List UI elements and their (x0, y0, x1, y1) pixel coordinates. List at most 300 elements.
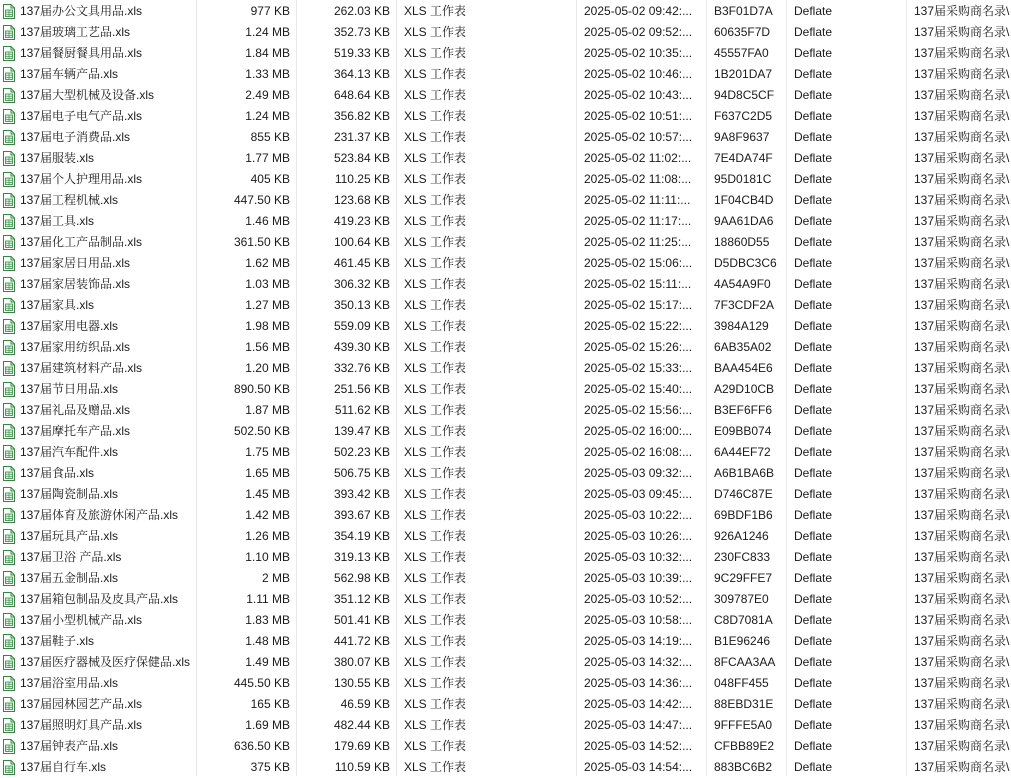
crc32: 9C29FFE7 (714, 571, 773, 585)
crc32: CFBB89E2 (714, 739, 775, 753)
spreadsheet-file-icon (3, 130, 15, 145)
spreadsheet-file-icon (3, 508, 15, 523)
file-name: 137届鞋子.xls (20, 634, 95, 648)
file-name-cell[interactable] (0, 400, 196, 421)
modified-date: 2025-05-02 09:42:... (584, 4, 693, 18)
file-size: 1.65 MB (245, 466, 290, 480)
packed-size: 419.23 KB (333, 214, 390, 228)
file-size: 1.62 MB (245, 256, 290, 270)
file-name-cell[interactable] (0, 694, 196, 715)
file-path: 137届采购商名录\ (914, 130, 1010, 144)
file-name-cell[interactable] (0, 148, 196, 169)
spreadsheet-file-icon (3, 214, 15, 229)
file-path: 137届采购商名录\ (914, 697, 1010, 711)
file-size: 1.03 MB (245, 277, 290, 291)
modified-date: 2025-05-02 09:52:... (584, 25, 693, 39)
spreadsheet-file-icon (3, 88, 15, 103)
file-name: 137届钟表产品.xls (20, 739, 119, 753)
file-size: 1.42 MB (245, 508, 290, 522)
file-type: XLS 工作表 (404, 277, 467, 291)
file-row[interactable] (0, 505, 1011, 526)
file-size: 1.87 MB (245, 403, 290, 417)
file-name: 137届五金制品.xls (20, 571, 119, 585)
file-path: 137届采购商名录\ (914, 88, 1010, 102)
crc32: 94D8C5CF (714, 88, 775, 102)
file-name-cell[interactable] (0, 169, 196, 190)
crc32: 6AB35A02 (714, 340, 772, 354)
file-row[interactable] (0, 22, 1011, 43)
file-name: 137届办公文具用品.xls (20, 4, 143, 18)
file-name-cell[interactable] (0, 1, 196, 22)
spreadsheet-file-icon (3, 25, 15, 40)
file-row[interactable] (0, 295, 1011, 316)
file-name-cell[interactable] (0, 211, 196, 232)
compression-method: Deflate (794, 508, 833, 522)
file-name-cell[interactable] (0, 442, 196, 463)
file-row[interactable] (0, 736, 1011, 757)
modified-date: 2025-05-03 14:47:... (584, 718, 693, 732)
modified-date: 2025-05-03 14:54:... (584, 760, 693, 774)
compression-method: Deflate (794, 760, 833, 774)
modified-date: 2025-05-03 14:52:... (584, 739, 693, 753)
file-path: 137届采购商名录\ (914, 361, 1010, 375)
file-name-cell[interactable] (0, 64, 196, 85)
spreadsheet-file-icon (3, 67, 15, 82)
file-name: 137届照明灯具产品.xls (20, 718, 143, 732)
modified-date: 2025-05-02 15:22:... (584, 319, 693, 333)
spreadsheet-file-icon (3, 298, 15, 313)
file-type: XLS 工作表 (404, 172, 467, 186)
file-size: 636.50 KB (233, 739, 290, 753)
packed-size: 441.72 KB (333, 634, 390, 648)
compression-method: Deflate (794, 214, 833, 228)
file-name: 137届节日用品.xls (20, 382, 119, 396)
file-name-cell[interactable] (0, 610, 196, 631)
file-type: XLS 工作表 (404, 361, 467, 375)
compression-method: Deflate (794, 529, 833, 543)
crc32: 7E4DA74F (714, 151, 773, 165)
compression-method: Deflate (794, 67, 833, 81)
file-size: 2.49 MB (245, 88, 290, 102)
file-size: 1.75 MB (245, 445, 290, 459)
spreadsheet-file-icon (3, 739, 15, 754)
file-type: XLS 工作表 (404, 25, 467, 39)
file-name: 137届自行车.xls (20, 760, 107, 774)
file-path: 137届采购商名录\ (914, 550, 1010, 564)
crc32: 60635F7D (714, 25, 771, 39)
file-type: XLS 工作表 (404, 592, 467, 606)
file-name-cell[interactable] (0, 232, 196, 253)
packed-size: 251.56 KB (333, 382, 390, 396)
spreadsheet-file-icon (3, 340, 15, 355)
file-name-cell[interactable] (0, 22, 196, 43)
packed-size: 393.67 KB (333, 508, 390, 522)
file-size: 447.50 KB (233, 193, 290, 207)
modified-date: 2025-05-02 10:43:... (584, 88, 693, 102)
file-row[interactable] (0, 232, 1011, 253)
file-type: XLS 工作表 (404, 529, 467, 543)
file-type: XLS 工作表 (404, 718, 467, 732)
modified-date: 2025-05-03 09:32:... (584, 466, 693, 480)
file-name-cell[interactable] (0, 715, 196, 736)
spreadsheet-file-icon (3, 151, 15, 166)
crc32: B1E96246 (714, 634, 771, 648)
file-type: XLS 工作表 (404, 487, 467, 501)
file-name: 137届建筑材料产品.xls (20, 361, 143, 375)
modified-date: 2025-05-02 15:26:... (584, 340, 693, 354)
modified-date: 2025-05-02 10:35:... (584, 46, 693, 60)
file-size: 1.48 MB (245, 634, 290, 648)
file-type: XLS 工作表 (404, 403, 467, 417)
packed-size: 123.68 KB (333, 193, 390, 207)
file-row[interactable] (0, 568, 1011, 589)
packed-size: 319.13 KB (333, 550, 390, 564)
crc32: 883BC6B2 (714, 760, 773, 774)
file-path: 137届采购商名录\ (914, 424, 1010, 438)
compression-method: Deflate (794, 319, 833, 333)
compression-method: Deflate (794, 256, 833, 270)
file-type: XLS 工作表 (404, 151, 467, 165)
file-row[interactable] (0, 610, 1011, 631)
file-name-cell[interactable] (0, 526, 196, 547)
file-name-cell[interactable] (0, 43, 196, 64)
compression-method: Deflate (794, 46, 833, 60)
file-name-cell[interactable] (0, 673, 196, 694)
file-name-cell[interactable] (0, 631, 196, 652)
compression-method: Deflate (794, 235, 833, 249)
file-name: 137届家居日用品.xls (20, 256, 131, 270)
compression-method: Deflate (794, 487, 833, 501)
modified-date: 2025-05-02 15:17:... (584, 298, 693, 312)
file-name-cell[interactable] (0, 463, 196, 484)
file-type: XLS 工作表 (404, 613, 467, 627)
file-name-cell[interactable] (0, 190, 196, 211)
file-path: 137届采购商名录\ (914, 445, 1010, 459)
file-row[interactable] (0, 169, 1011, 190)
file-size: 1.69 MB (245, 718, 290, 732)
file-type: XLS 工作表 (404, 319, 467, 333)
file-path: 137届采购商名录\ (914, 319, 1010, 333)
file-type: XLS 工作表 (404, 697, 467, 711)
file-row[interactable] (0, 106, 1011, 127)
spreadsheet-file-icon (3, 466, 15, 481)
file-name: 137届卫浴 产品.xls (20, 550, 122, 564)
file-row[interactable] (0, 43, 1011, 64)
crc32: 1F04CB4D (714, 193, 774, 207)
file-name-cell[interactable] (0, 295, 196, 316)
crc32: D5DBC3C6 (714, 256, 777, 270)
file-size: 1.10 MB (245, 550, 290, 564)
file-size: 1.98 MB (245, 319, 290, 333)
compression-method: Deflate (794, 445, 833, 459)
file-row[interactable] (0, 253, 1011, 274)
file-name-cell[interactable] (0, 379, 196, 400)
file-type: XLS 工作表 (404, 571, 467, 585)
file-row[interactable] (0, 64, 1011, 85)
file-row[interactable] (0, 589, 1011, 610)
file-name-cell[interactable] (0, 253, 196, 274)
packed-size: 262.03 KB (333, 4, 390, 18)
crc32: 18860D55 (714, 235, 770, 249)
file-size: 1.24 MB (245, 109, 290, 123)
crc32: 95D0181C (714, 172, 772, 186)
file-name-cell[interactable] (0, 484, 196, 505)
file-row[interactable] (0, 484, 1011, 505)
compression-method: Deflate (794, 634, 833, 648)
file-type: XLS 工作表 (404, 46, 467, 60)
file-type: XLS 工作表 (404, 676, 467, 690)
file-name: 137届礼品及赠品.xls (20, 403, 131, 417)
file-path: 137届采购商名录\ (914, 571, 1010, 585)
compression-method: Deflate (794, 718, 833, 732)
file-name-cell[interactable] (0, 358, 196, 379)
file-name: 137届医疗器械及医疗保健品.xls (20, 655, 191, 669)
compression-method: Deflate (794, 403, 833, 417)
file-size: 855 KB (250, 130, 290, 144)
file-size: 1.84 MB (245, 46, 290, 60)
file-row[interactable] (0, 337, 1011, 358)
file-row[interactable] (0, 190, 1011, 211)
file-path: 137届采购商名录\ (914, 466, 1010, 480)
modified-date: 2025-05-02 10:51:... (584, 109, 693, 123)
compression-method: Deflate (794, 571, 833, 585)
file-name-cell[interactable] (0, 736, 196, 757)
compression-method: Deflate (794, 676, 833, 690)
file-name-cell[interactable] (0, 589, 196, 610)
file-size: 1.27 MB (245, 298, 290, 312)
crc32: 3984A129 (714, 319, 769, 333)
modified-date: 2025-05-02 15:11:... (584, 277, 692, 291)
compression-method: Deflate (794, 550, 833, 564)
file-type: XLS 工作表 (404, 4, 467, 18)
file-name: 137届服装.xls (20, 151, 95, 165)
packed-size: 46.59 KB (340, 697, 390, 711)
crc32: 69BDF1B6 (714, 508, 773, 522)
file-name-cell[interactable] (0, 757, 196, 778)
file-name: 137届体育及旅游休闲产品.xls (20, 508, 179, 522)
file-row[interactable] (0, 757, 1011, 778)
spreadsheet-file-icon (3, 697, 15, 712)
file-row[interactable] (0, 631, 1011, 652)
spreadsheet-file-icon (3, 193, 15, 208)
packed-size: 393.42 KB (333, 487, 390, 501)
crc32: 45557FA0 (714, 46, 769, 60)
file-row[interactable] (0, 148, 1011, 169)
file-row[interactable] (0, 421, 1011, 442)
modified-date: 2025-05-02 10:46:... (584, 67, 693, 81)
file-path: 137届采购商名录\ (914, 256, 1010, 270)
packed-size: 523.84 KB (333, 151, 390, 165)
modified-date: 2025-05-03 10:32:... (584, 550, 693, 564)
compression-method: Deflate (794, 88, 833, 102)
compression-method: Deflate (794, 655, 833, 669)
spreadsheet-file-icon (3, 487, 15, 502)
modified-date: 2025-05-02 16:00:... (584, 424, 693, 438)
file-row[interactable] (0, 715, 1011, 736)
file-name-cell[interactable] (0, 106, 196, 127)
crc32: 7F3CDF2A (714, 298, 775, 312)
file-name: 137届食品.xls (20, 466, 95, 480)
file-name: 137届小型机械产品.xls (20, 613, 143, 627)
compression-method: Deflate (794, 613, 833, 627)
spreadsheet-file-icon (3, 382, 15, 397)
file-path: 137届采购商名录\ (914, 739, 1010, 753)
file-type: XLS 工作表 (404, 739, 467, 753)
file-size: 165 KB (250, 697, 290, 711)
modified-date: 2025-05-02 15:56:... (584, 403, 693, 417)
compression-method: Deflate (794, 298, 833, 312)
file-row[interactable] (0, 358, 1011, 379)
modified-date: 2025-05-02 11:11:... (584, 193, 691, 207)
file-row[interactable] (0, 85, 1011, 106)
crc32: F637C2D5 (714, 109, 773, 123)
spreadsheet-file-icon (3, 46, 15, 61)
packed-size: 332.76 KB (333, 361, 390, 375)
file-size: 375 KB (250, 760, 290, 774)
crc32: E09BB074 (714, 424, 772, 438)
file-row[interactable] (0, 463, 1011, 484)
file-path: 137届采购商名录\ (914, 634, 1010, 648)
spreadsheet-file-icon (3, 361, 15, 376)
file-row[interactable] (0, 316, 1011, 337)
crc32: BAA454E6 (714, 361, 773, 375)
file-row[interactable] (0, 547, 1011, 568)
file-path: 137届采购商名录\ (914, 298, 1010, 312)
file-row[interactable] (0, 652, 1011, 673)
spreadsheet-file-icon (3, 718, 15, 733)
file-name-cell[interactable] (0, 505, 196, 526)
file-path: 137届采购商名录\ (914, 655, 1010, 669)
packed-size: 502.23 KB (333, 445, 390, 459)
file-path: 137届采购商名录\ (914, 46, 1010, 60)
packed-size: 506.75 KB (333, 466, 390, 480)
packed-size: 231.37 KB (333, 130, 390, 144)
packed-size: 519.33 KB (333, 46, 390, 60)
file-name-cell[interactable] (0, 127, 196, 148)
file-row[interactable] (0, 442, 1011, 463)
modified-date: 2025-05-03 09:45:... (584, 487, 693, 501)
file-name-cell[interactable] (0, 274, 196, 295)
file-row[interactable] (0, 673, 1011, 694)
file-name-cell[interactable] (0, 547, 196, 568)
file-name: 137届家具.xls (20, 298, 95, 312)
packed-size: 648.64 KB (333, 88, 390, 102)
file-row[interactable] (0, 274, 1011, 295)
spreadsheet-file-icon (3, 571, 15, 586)
modified-date: 2025-05-03 14:42:... (584, 697, 693, 711)
file-path: 137届采购商名录\ (914, 508, 1010, 522)
file-path: 137届采购商名录\ (914, 235, 1010, 249)
file-size: 1.24 MB (245, 25, 290, 39)
file-name-cell[interactable] (0, 568, 196, 589)
file-name-cell[interactable] (0, 421, 196, 442)
packed-size: 511.62 KB (334, 403, 390, 417)
file-row[interactable] (0, 400, 1011, 421)
crc32: A29D10CB (714, 382, 775, 396)
packed-size: 461.45 KB (333, 256, 390, 270)
crc32: 9FFFE5A0 (714, 718, 773, 732)
crc32: B3F01D7A (714, 4, 773, 18)
file-row[interactable] (0, 379, 1011, 400)
file-size: 2 MB (261, 571, 290, 585)
packed-size: 364.13 KB (333, 67, 390, 81)
file-size: 1.83 MB (245, 613, 290, 627)
file-name: 137届家用纺织品.xls (20, 340, 131, 354)
file-name: 137届大型机械及设备.xls (20, 88, 155, 102)
packed-size: 139.47 KB (333, 424, 390, 438)
file-type: XLS 工作表 (404, 550, 467, 564)
spreadsheet-file-icon (3, 634, 15, 649)
file-path: 137届采购商名录\ (914, 676, 1010, 690)
spreadsheet-file-icon (3, 403, 15, 418)
compression-method: Deflate (794, 193, 833, 207)
file-type: XLS 工作表 (404, 130, 467, 144)
file-path: 137届采购商名录\ (914, 214, 1010, 228)
modified-date: 2025-05-02 11:08:... (584, 172, 692, 186)
spreadsheet-file-icon (3, 424, 15, 439)
spreadsheet-file-icon (3, 676, 15, 691)
file-row[interactable] (0, 127, 1011, 148)
file-path: 137届采购商名录\ (914, 4, 1010, 18)
compression-method: Deflate (794, 382, 833, 396)
packed-size: 439.30 KB (333, 340, 390, 354)
compression-method: Deflate (794, 130, 833, 144)
file-path: 137届采购商名录\ (914, 277, 1010, 291)
packed-size: 352.73 KB (333, 25, 390, 39)
file-name-cell[interactable] (0, 316, 196, 337)
file-type: XLS 工作表 (404, 256, 467, 270)
file-name-cell[interactable] (0, 337, 196, 358)
crc32: 230FC833 (714, 550, 771, 564)
crc32: 1B201DA7 (714, 67, 773, 81)
spreadsheet-file-icon (3, 760, 15, 775)
file-size: 1.46 MB (245, 214, 290, 228)
modified-date: 2025-05-02 11:02:... (584, 151, 692, 165)
file-name: 137届玩具产品.xls (20, 529, 119, 543)
crc32: 4A54A9F0 (714, 277, 771, 291)
compression-method: Deflate (794, 277, 833, 291)
file-path: 137届采购商名录\ (914, 340, 1010, 354)
file-path: 137届采购商名录\ (914, 109, 1010, 123)
file-type: XLS 工作表 (404, 508, 467, 522)
file-row[interactable] (0, 211, 1011, 232)
file-type: XLS 工作表 (404, 655, 467, 669)
file-type: XLS 工作表 (404, 466, 467, 480)
file-type: XLS 工作表 (404, 634, 467, 648)
file-name: 137届箱包制品及皮具产品.xls (20, 592, 179, 606)
file-type: XLS 工作表 (404, 340, 467, 354)
file-path: 137届采购商名录\ (914, 382, 1010, 396)
file-row[interactable] (0, 526, 1011, 547)
file-name: 137届园林园艺产品.xls (20, 697, 143, 711)
file-name-cell[interactable] (0, 85, 196, 106)
file-size: 1.77 MB (245, 151, 290, 165)
packed-size: 559.09 KB (333, 319, 390, 333)
modified-date: 2025-05-03 14:36:... (584, 676, 693, 690)
file-row[interactable] (0, 694, 1011, 715)
file-path: 137届采购商名录\ (914, 718, 1010, 732)
crc32: D746C87E (714, 487, 773, 501)
packed-size: 179.69 KB (333, 739, 390, 753)
compression-method: Deflate (794, 340, 833, 354)
modified-date: 2025-05-03 10:39:... (584, 571, 693, 585)
file-row[interactable] (0, 1, 1011, 22)
file-name: 137届浴室用品.xls (20, 676, 119, 690)
file-path: 137届采购商名录\ (914, 592, 1010, 606)
file-size: 502.50 KB (233, 424, 290, 438)
spreadsheet-file-icon (3, 256, 15, 271)
file-name-cell[interactable] (0, 652, 196, 673)
